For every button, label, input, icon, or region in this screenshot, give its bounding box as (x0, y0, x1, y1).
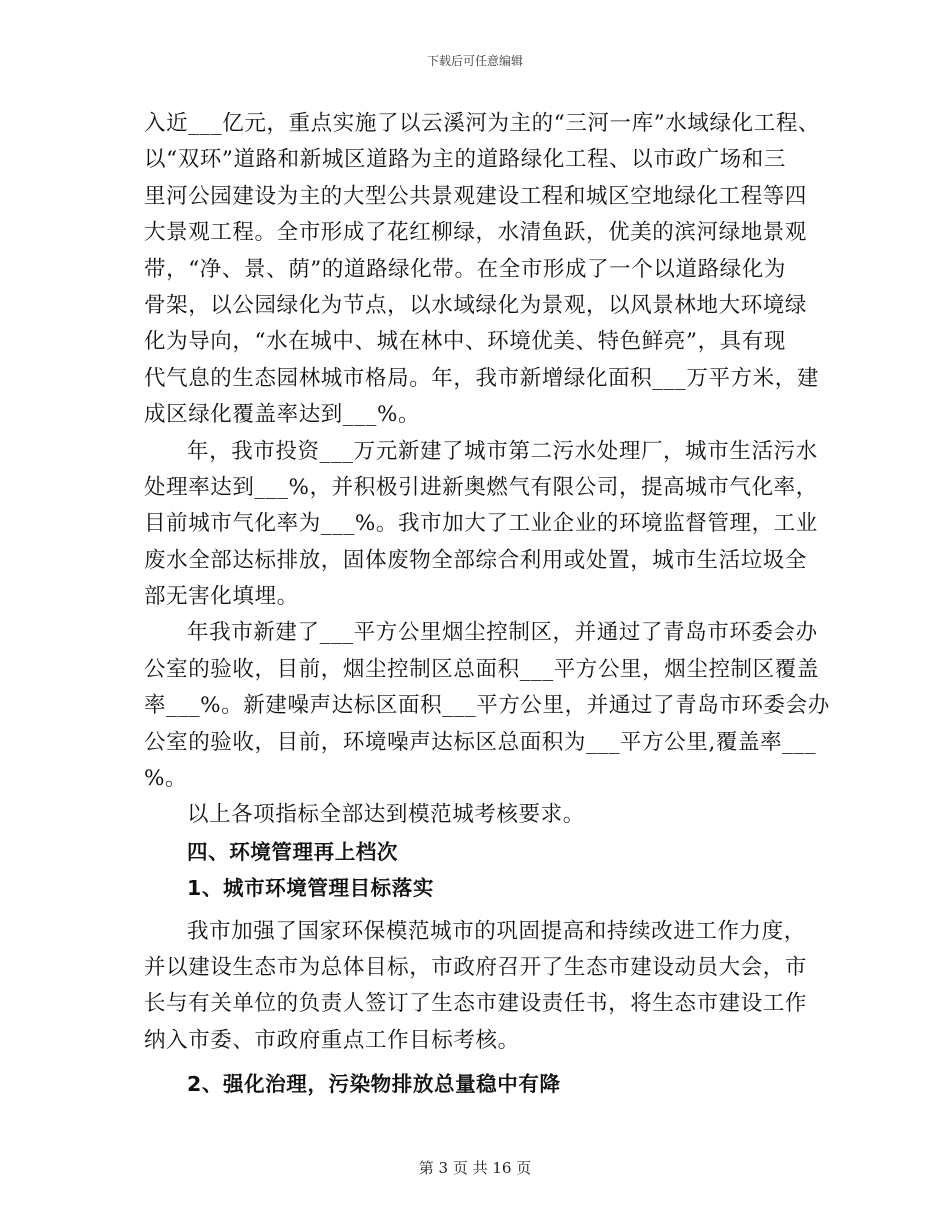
text-line: 目前城市气化率为___%。我市加大了工业企业的环境监督管理，工业 (144, 511, 818, 537)
text-line: 公室的验收，目前，环境噪声达标区总面积为___平方公里,覆盖率___ (144, 729, 817, 755)
text-line: 化为导向，“水在城中、城在林中、环境优美、特色鲜亮”，具有现 (144, 329, 786, 355)
text-line: 代气息的生态园林城市格局。年，我市新增绿化面积___万平方米，建 (144, 365, 819, 391)
subsection-heading: 1、城市环境管理目标落实 (187, 876, 434, 901)
text-line: 并以建设生态市为总体目标，市政府召开了生态市建设动员大会，市 (144, 954, 808, 980)
text-line: 纳入市委、市政府重点工作目标考核。 (144, 1027, 520, 1053)
text-line: 部无害化填埋。 (144, 584, 299, 610)
paragraph-start: 我市加强了国家环保模范城市的巩固提高和持续改进工作力度， (187, 918, 806, 944)
text-line: 长与有关单位的负责人签订了生态市建设责任书，将生态市建设工作 (144, 991, 808, 1017)
page-number: 第 3 页 共 16 页 (418, 1159, 532, 1177)
text-line: 入近___亿元，重点实施了以云溪河为主的“三河一库”水域绿化工程、 (144, 111, 821, 136)
text-line: 处理率达到___%，并积极引进新奥燃气有限公司，提高城市气化率， (144, 474, 818, 500)
subsection-heading: 2、强化治理，污染物排放总量稳中有降 (187, 1072, 561, 1097)
text-line: 大景观工程。全市形成了花红柳绿，水清鱼跃，优美的滨河绿地景观 (144, 220, 808, 246)
text-line: 成区绿化覆盖率达到___%。 (144, 402, 421, 428)
section-heading: 四、环境管理再上档次 (187, 839, 398, 864)
document-body (144, 106, 830, 1103)
text-line: 以“双环”道路和新城区道路为主的道路绿化工程、以市政广场和三 (144, 147, 786, 173)
text-line: 里河公园建设为主的大型公共景观建设工程和城区空地绿化工程等四 (144, 183, 808, 209)
paragraph-start: 年，我市投资___万元新建了城市第二污水处理厂，城市生活污水 (187, 438, 818, 464)
paragraph-start: 年我市新建了___平方公里烟尘控制区，并通过了青岛市环委会办 (187, 620, 818, 646)
text-line: 公室的验收，目前，烟尘控制区总面积___平方公里，烟尘控制区覆盖 (144, 656, 819, 682)
paragraph-start: 以上各项指标全部达到模范城考核要求。 (187, 802, 585, 828)
text-line: 骨架，以公园绿化为节点，以水域绿化为景观，以风景林地大环境绿 (144, 292, 808, 318)
page-header: 下载后可任意编辑 (426, 54, 523, 68)
text-line: 废水全部达标排放，固体废物全部综合利用或处置，城市生活垃圾全 (144, 547, 808, 573)
text-line: %。 (144, 766, 188, 792)
text-line: 率___%。新建噪声达标区面积___平方公里，并通过了青岛市环委会办 (144, 693, 830, 719)
text-line: 带，“净、景、荫”的道路绿化带。在全市形成了一个以道路绿化为 (144, 256, 786, 282)
